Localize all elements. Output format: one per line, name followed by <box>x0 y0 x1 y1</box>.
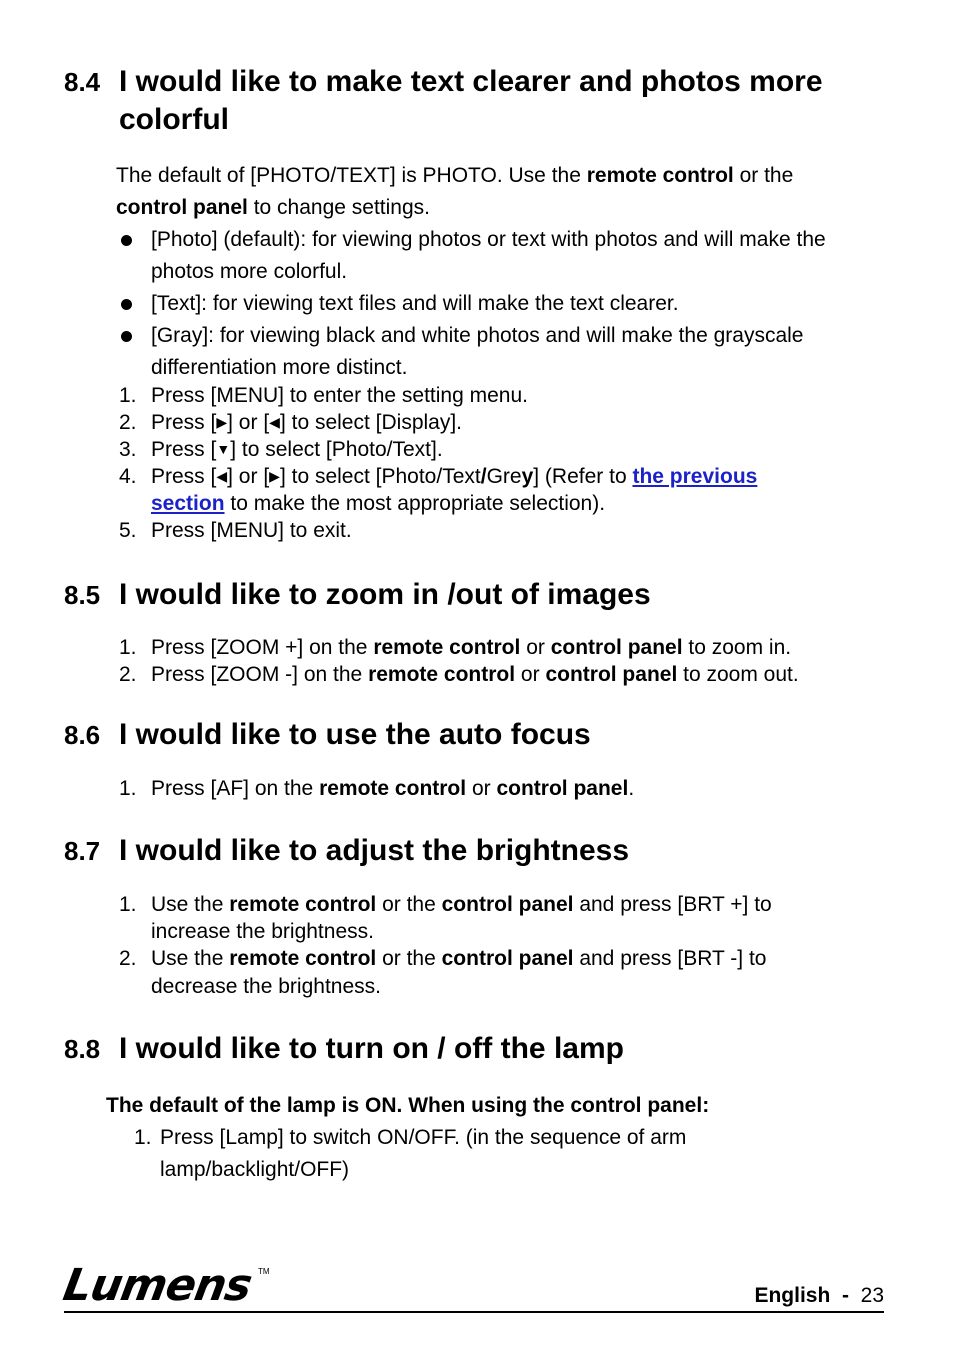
left-arrow-icon: ◀ <box>269 414 280 430</box>
list-number: 1. <box>134 1126 152 1149</box>
section-8-8-heading <box>64 1030 624 1068</box>
section-number: 8.7 <box>64 836 101 866</box>
bullet-dot-icon <box>121 299 132 310</box>
separator: - <box>841 1284 849 1307</box>
section-title: I would like to adjust the brightness <box>119 834 630 867</box>
down-arrow-icon: ▼ <box>216 441 231 457</box>
page-number: 23 <box>860 1284 884 1307</box>
list-text: Press [AF] on the remote control or control panel. <box>151 777 635 800</box>
section-8-4-heading <box>64 63 823 138</box>
bullet-photo-cont: photos more colorful. <box>151 260 348 283</box>
section-title: I would like to turn on / off the lamp <box>119 1032 624 1065</box>
bullet-dot-icon <box>121 235 132 246</box>
list-number: 3. <box>119 438 137 461</box>
left-arrow-icon: ◀ <box>216 468 228 484</box>
list-text: Press [Lamp] to switch ON/OFF. (in the sequence of arm <box>160 1126 687 1149</box>
section-8-7-heading <box>64 832 629 870</box>
section-number: 8.5 <box>64 580 101 610</box>
previous-section-link[interactable]: section <box>151 492 225 515</box>
previous-section-link[interactable]: the previous <box>632 465 758 488</box>
list-number: 2. <box>119 663 137 686</box>
lumens-logo: Lumens <box>59 1260 256 1311</box>
list-text: increase the brightness. <box>151 920 374 943</box>
section-title-cont: colorful <box>119 103 229 136</box>
list-number: 1. <box>119 777 137 800</box>
list-number: 5. <box>119 519 137 542</box>
lamp-lead-text: The default of the lamp is ON. When using the control panel: <box>106 1094 710 1117</box>
text: or the <box>733 164 794 187</box>
bullet-text: [Text]: for viewing text files and will make the text clearer. <box>151 292 679 315</box>
list-text: Press [MENU] to exit. <box>151 519 352 542</box>
right-arrow-icon: ▶ <box>216 414 228 430</box>
list-text: Press [MENU] to enter the setting menu. <box>151 384 528 407</box>
list-number: 1. <box>119 893 137 916</box>
bullet-photo: [Photo] (default): for viewing photos or text with photos and will make the <box>151 228 826 251</box>
list-number: 2. <box>119 411 137 434</box>
intro-line-2 <box>116 192 430 224</box>
list-text: Use the remote control or the control panel and press [BRT +] to <box>151 893 772 916</box>
list-text: Press [▼] to select [Photo/Text]. <box>151 438 443 461</box>
text-bold: control panel <box>116 196 248 219</box>
section-8-5-heading <box>64 576 651 614</box>
list-text: Press [ZOOM +] on the remote control or control panel to zoom in. <box>151 636 792 659</box>
footer-rule <box>64 1311 884 1313</box>
list-text: Press [ZOOM -] on the remote control or control panel to zoom out. <box>151 663 799 686</box>
bullet-dot-icon <box>121 331 132 342</box>
section-number: 8.6 <box>64 720 101 750</box>
list-text-cont: lamp/backlight/OFF) <box>160 1158 350 1181</box>
list-text: section to make the most appropriate selection). <box>151 492 606 515</box>
language-label: English <box>754 1284 831 1307</box>
list-text: Use the remote control or the control panel and press [BRT -] to <box>151 947 767 970</box>
text-bold: remote control <box>586 164 734 187</box>
section-title: I would like to zoom in /out of images <box>119 578 651 611</box>
list-text: Press [▶] or [◀] to select [Display]. <box>151 411 463 434</box>
list-number: 2. <box>119 947 137 970</box>
section-8-6-heading <box>64 716 591 754</box>
list-number: 4. <box>119 465 137 488</box>
page-footer <box>754 1282 884 1310</box>
section-number: 8.4 <box>64 67 101 97</box>
intro-line-1 <box>116 160 793 192</box>
list-text: decrease the brightness. <box>151 975 381 998</box>
text: The default of [PHOTO/TEXT] is PHOTO. Use the <box>116 164 587 187</box>
list-text: Press [◀] or [▶] to select [Photo/Text/Grey] (Refer to the previous <box>151 465 758 488</box>
text: to change settings. <box>247 196 430 219</box>
bullet-gray-cont: differentiation more distinct. <box>151 356 408 379</box>
right-arrow-icon: ▶ <box>269 468 280 484</box>
section-title: I would like to make text clearer and photos more <box>119 65 823 98</box>
list-number: 1. <box>119 384 137 407</box>
trademark-mark: TM <box>258 1267 270 1276</box>
list-number: 1. <box>119 636 137 659</box>
section-title: I would like to use the auto focus <box>119 718 591 751</box>
bullet-gray: [Gray]: for viewing black and white photos and will make the grayscale <box>151 324 804 347</box>
section-number: 8.8 <box>64 1034 101 1064</box>
